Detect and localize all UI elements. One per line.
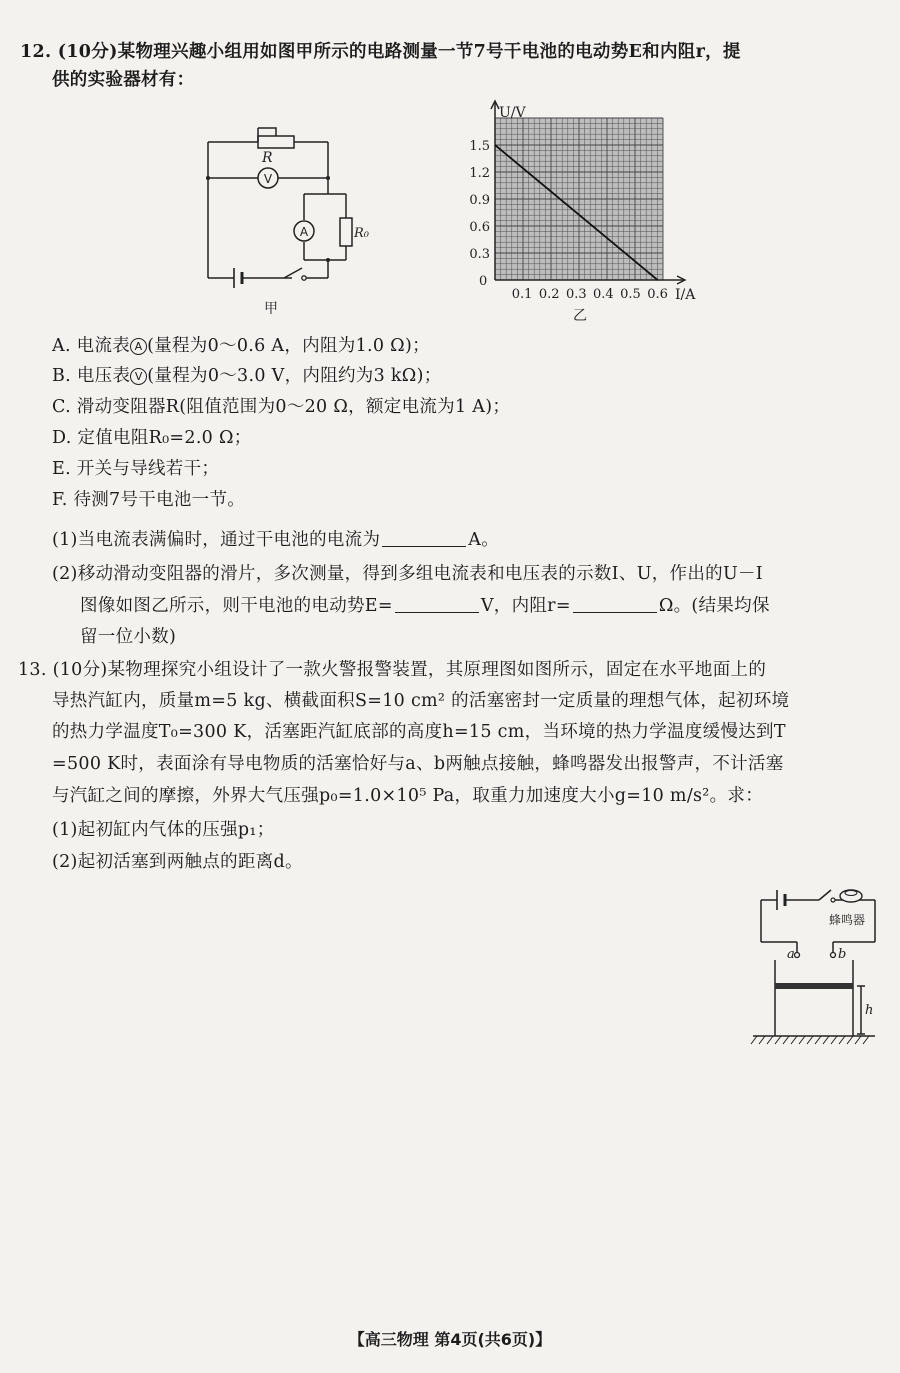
q13-stem-line3: 的热力学温度T₀=300 K，活塞距汽缸底部的高度h=15 cm，当环境的热力学温度缓慢达到T — [52, 722, 786, 742]
voltmeter-letter: V — [263, 172, 273, 186]
x-axis-label: I/A — [675, 287, 696, 303]
part1-text: (1)当电流表满偏时，通过干电池的电流为 — [52, 530, 381, 550]
option-b-spec: (量程为0～3.0 V，内阻约为3 kΩ)； — [147, 366, 442, 386]
x-tick-label: 0.2 — [538, 287, 560, 302]
switch-lever — [819, 890, 831, 900]
q12-option-f: F. 待测7号干电池一节。 — [52, 490, 246, 510]
q12-part2-line1: (2)移动滑动变阻器的滑片，多次测量，得到多组电流表和电压表的示数I、U，作出的U－I — [52, 564, 764, 584]
height-label: h — [865, 1003, 874, 1018]
y-tick-label: 1.5 — [469, 139, 490, 154]
q12-part1 — [52, 528, 499, 552]
contact-b-label: b — [838, 947, 847, 962]
answer-blank-resistance[interactable] — [573, 594, 657, 613]
y-tick-label: 0.9 — [469, 193, 490, 208]
answer-blank-emf[interactable] — [395, 594, 479, 613]
q13-stem-line4: =500 K时，表面涂有导电物质的活塞恰好与a、b两触点接触，蜂鸣器发出报警声，不计活塞 — [52, 754, 784, 774]
q13-part1: (1)起初缸内气体的压强p₁； — [52, 820, 275, 840]
switch-lever — [284, 268, 302, 278]
chart-grid — [495, 118, 663, 280]
switch-contact — [302, 276, 306, 280]
part2-note: Ω。(结果均保 — [658, 596, 770, 616]
q13-part2: (2)起初活塞到两触点的距离d。 — [52, 852, 303, 872]
answer-blank-current[interactable] — [382, 528, 466, 547]
figure-yi-ui-graph — [455, 95, 715, 330]
part2-emf-text: 图像如图乙所示，则干电池的电动势E= — [80, 596, 393, 616]
y-tick-label: 1.2 — [469, 166, 490, 181]
part2-r-text: V，内阻r= — [480, 596, 571, 616]
x-tick-label: 0.3 — [565, 287, 587, 302]
y-tick-label: 0.6 — [469, 220, 490, 235]
y-axis-label: U/V — [499, 105, 526, 121]
q12-option-c: C. 滑动变阻器R(阻值范围为0～20 Ω，额定电流为1 A)； — [52, 397, 511, 417]
q12-option-b — [52, 364, 442, 388]
figure-jia-label: 甲 — [264, 301, 278, 317]
rheostat-symbol — [258, 136, 294, 148]
piston — [775, 983, 853, 989]
figure-yi-label: 乙 — [573, 308, 587, 324]
part1-unit: A。 — [468, 530, 500, 550]
q12-part2-line2 — [80, 594, 770, 618]
x-tick-label: 0.5 — [620, 287, 641, 302]
contact-a — [795, 953, 800, 958]
q12-option-e: E. 开关与导线若干； — [52, 459, 220, 479]
figure-jia-circuit — [200, 120, 369, 320]
x-tick-label: 0.6 — [647, 287, 668, 302]
r0-label: R₀ — [354, 226, 369, 241]
r0-resistor-symbol — [340, 218, 352, 246]
q13-stem-line1: 13. (10分)某物理探究小组设计了一款火警报警装置，其原理图如图所示，固定在水平地面上的 — [18, 660, 767, 680]
x-tick-label: 0.1 — [511, 287, 533, 302]
page-footer: 【高三物理 第4页(共6页)】 — [348, 1330, 552, 1349]
q13-stem-line5: 与汽缸之间的摩擦，外界大气压强p₀=1.0×10⁵ Pa，取重力加速度大小g=10 m/s²。求： — [52, 786, 764, 806]
voltmeter-circled-symbol: V — [130, 368, 147, 385]
q12-option-a — [52, 334, 430, 358]
q12-stem-line2: 供的实验器材有： — [52, 70, 195, 90]
rheostat-label: R — [262, 150, 273, 166]
buzzer-label: 蜂鸣器 — [829, 913, 866, 927]
option-a-text: A. 电流表 — [52, 336, 131, 356]
option-b-text: B. 电压表 — [52, 366, 131, 386]
q12-stem-line1: 12. (10分)某物理兴趣小组用如图甲所示的电路测量一节7号干电池的电动势E和内阻r，提 — [20, 42, 741, 62]
ammeter-letter: A — [299, 225, 309, 239]
y-tick-label: 0.3 — [469, 247, 490, 262]
option-a-spec: (量程为0～0.6 A，内阻为1.0 Ω)； — [147, 336, 430, 356]
contact-b — [831, 953, 836, 958]
contact-a-label: a — [787, 947, 795, 962]
q12-option-d: D. 定值电阻R₀=2.0 Ω； — [52, 428, 252, 448]
q12-part2-line3: 留一位小数) — [80, 627, 177, 647]
figure-fire-alarm — [745, 878, 885, 1048]
q13-stem-line2: 导热汽缸内，质量m=5 kg、横截面积S=10 cm² 的活塞密封一定质量的理想气体，起初环境 — [52, 691, 790, 711]
ammeter-circled-symbol: A — [130, 338, 147, 355]
ground-hatching — [751, 1036, 869, 1044]
origin-label: 0 — [479, 274, 488, 289]
x-tick-label: 0.4 — [593, 287, 614, 302]
